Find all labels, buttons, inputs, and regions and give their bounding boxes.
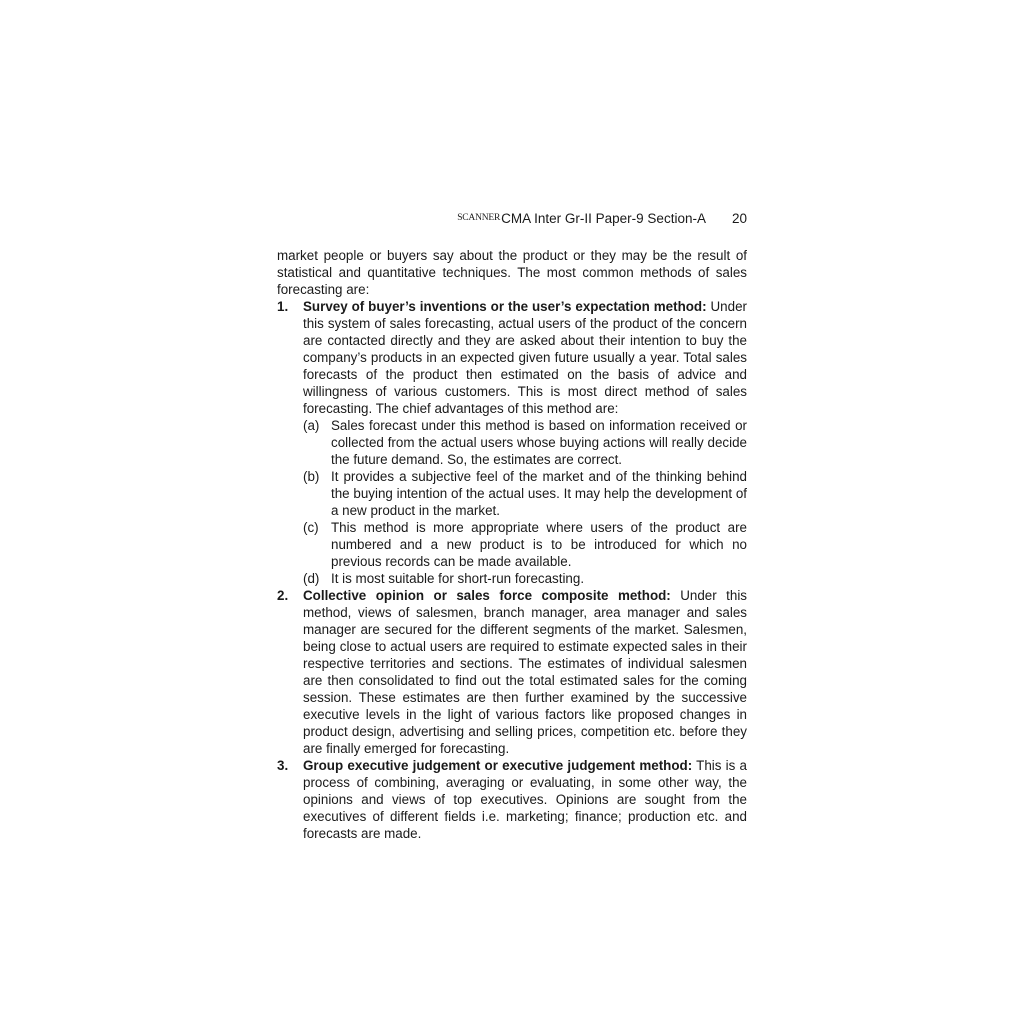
header-title: CMA Inter Gr-II Paper-9 Section-A	[501, 211, 706, 226]
document-page	[277, 211, 747, 842]
advantage-letter: (a)	[303, 418, 320, 433]
publisher-logo: SCANNER	[457, 213, 501, 223]
item-paragraph	[303, 587, 747, 757]
item-title: Group executive judgement or executive judgement method:	[303, 758, 693, 773]
advantage-text: This method is more appropriate where users of the product are numbered and a new product is to be introduced for which no previous records can be made available.	[331, 520, 747, 569]
item-text: This is a process of combining, averaging or evaluating, in some other way, the opinions and views of top executives. Opinions are sought from the executives of different fields i.e. marketing; finance; production etc. and forecasts are made.	[303, 758, 748, 841]
item-paragraph	[303, 298, 747, 417]
method-item-3	[277, 757, 747, 842]
body-text	[277, 247, 747, 842]
item-body	[303, 298, 747, 587]
method-item-1	[277, 298, 747, 587]
item-number: 1.	[277, 299, 289, 314]
item-text: Under this method, views of salesmen, branch manager, area manager and sales manager are secured for the different segments of the market. Salesmen, being close to actual users are required to estimate expected sales in their respective territories and sections. The estimates of individual salesmen are then consolidated to find out the total estimated sales for the coming session. These estimates are then further examined by the successive executive levels in the light of various factors like proposed changes in product design, advertising and selling prices, competition etc. before they are finally emerged for forecasting.	[303, 588, 748, 756]
advantage-text: It is most suitable for short-run forecasting.	[331, 571, 585, 586]
page-number: 20	[731, 211, 747, 226]
advantage-item-a	[303, 417, 747, 468]
item-paragraph	[303, 757, 747, 842]
item-body	[303, 757, 747, 842]
running-header	[277, 211, 747, 233]
method-item-2	[277, 587, 747, 757]
item-title: Collective opinion or sales force composite method:	[303, 588, 671, 603]
advantage-item-c	[303, 519, 747, 570]
item-text: Under this system of sales forecasting, actual users of the product of the concern are contacted directly and they are asked about their intention to buy the company’s products in an expected given future usually a year. Total sales forecasts of the product then estimated on the basis of advice and willingness of various customers. This is most direct method of sales forecasting. The chief advantages of this method are:	[303, 299, 747, 416]
advantage-item-b	[303, 468, 747, 519]
item-number: 3.	[277, 758, 289, 773]
advantage-text: Sales forecast under this method is based on information received or collected from the actual users whose buying actions will really decide the future demand. So, the estimates are correct.	[331, 418, 747, 467]
item-body	[303, 587, 747, 757]
item-title: Survey of buyer’s inventions or the user’s expectation method:	[303, 299, 707, 314]
item-number: 2.	[277, 588, 289, 603]
advantage-item-d	[303, 570, 747, 587]
advantage-letter: (d)	[303, 571, 320, 586]
advantage-letter: (c)	[303, 520, 319, 535]
advantage-text: It provides a subjective feel of the market and of the thinking behind the buying intention of the actual uses. It may help the development of a new product in the market.	[331, 469, 747, 518]
intro-paragraph: market people or buyers say about the product or they may be the result of statistical and quantitative techniques. The most common methods of sales forecasting are:	[277, 248, 747, 297]
advantage-letter: (b)	[303, 469, 320, 484]
